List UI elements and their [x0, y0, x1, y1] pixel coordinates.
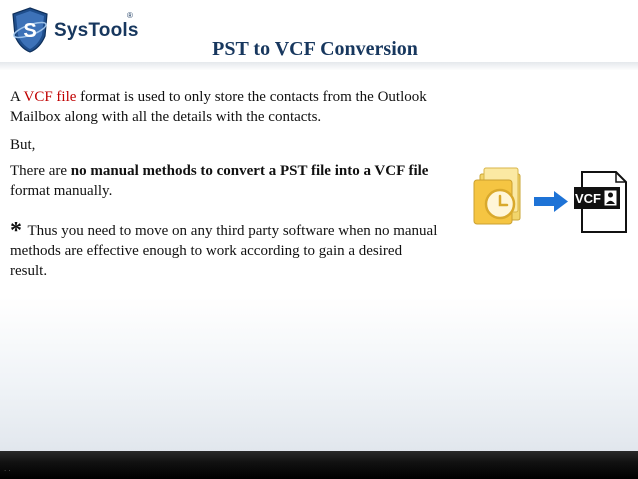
arrow-right-icon: [534, 191, 568, 212]
conversion-illustration: [470, 160, 638, 240]
paragraph-but: But,: [10, 137, 36, 153]
text-segment: There are: [10, 163, 71, 179]
footer-bar: [0, 451, 638, 479]
systools-shield-icon: [10, 6, 50, 54]
pst-to-vcf-graphic: [470, 160, 638, 240]
text-segment: format is used to only store the contacts from the Outlook Mailbox along with all the details with the contacts.: [10, 89, 427, 125]
svg-text:S: S: [23, 20, 37, 42]
bold-emphasis: no manual methods to convert a PST file into a VCF file: [70, 163, 429, 179]
logo-text: SysTools: [54, 20, 139, 41]
vcf-file-icon: [574, 172, 626, 232]
footer-dots: · ·: [4, 467, 11, 475]
text-segment: format manually.: [10, 183, 113, 199]
page-title: PST to VCF Conversion: [212, 38, 418, 60]
paragraph-third-party: [10, 218, 442, 281]
paragraph-vcf-definition: [10, 87, 442, 127]
vcf-label: VCF: [575, 191, 601, 206]
outlook-pst-icon: [474, 168, 520, 224]
vcf-file-link[interactable]: VCF file: [23, 89, 77, 105]
slide-body: [10, 87, 442, 281]
registered-mark: ®: [127, 11, 133, 20]
text-segment: A: [10, 89, 24, 105]
text-segment: Thus you need to move on any third party software when no manual methods are effective enough to work according to gain a desired result.: [10, 223, 438, 279]
paragraph-no-manual: [10, 161, 442, 201]
star-bullet-icon: *: [10, 218, 22, 244]
header-divider: [0, 62, 638, 70]
systools-logo: [10, 6, 140, 54]
